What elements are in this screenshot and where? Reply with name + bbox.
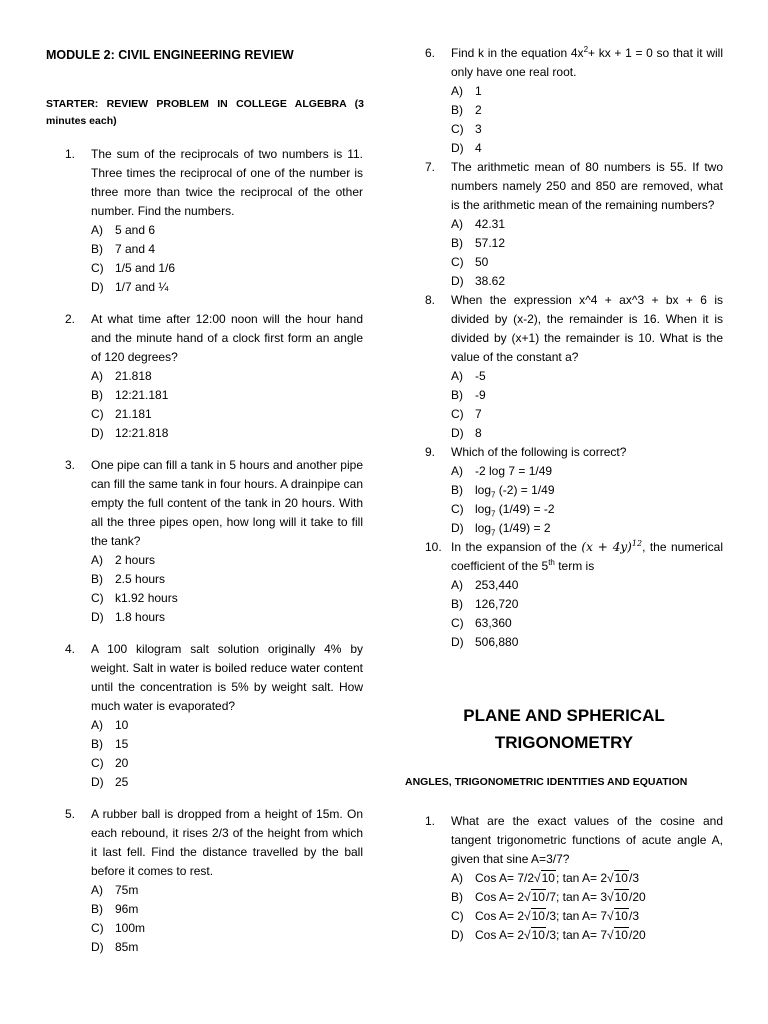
answer-options: [451, 462, 723, 538]
radicand: 10: [531, 909, 545, 923]
radicand: 10: [614, 928, 628, 942]
radicand: 10: [614, 871, 628, 885]
question-number: 10.: [425, 540, 442, 554]
option-a: [451, 869, 723, 888]
option-letter: D): [451, 521, 464, 535]
question-text: The arithmetic mean of 80 numbers is 55. If two numbers namely 250 and 850 are removed, what is the arithmetic mean of the remaining numbers?: [451, 160, 723, 212]
option-letter: B): [451, 890, 463, 904]
question-text: [451, 44, 723, 82]
option-text: 10: [115, 718, 129, 732]
exponent: 2: [583, 45, 589, 54]
option-b: [451, 481, 723, 500]
question-number: 9.: [425, 445, 436, 459]
option-letter: C): [451, 909, 464, 923]
question-text-part: term is: [554, 559, 595, 573]
option-letter: A): [451, 464, 463, 478]
question-5: [65, 805, 363, 957]
option-b: [91, 735, 363, 754]
answer-options: [91, 881, 363, 957]
section-title: PLANE AND SPHERICAL TRIGONOMETRY: [463, 706, 665, 752]
option-text: 2.5 hours: [115, 572, 166, 586]
option-text: -9: [475, 388, 486, 402]
option-text: 25: [115, 775, 129, 789]
option-letter: A): [451, 217, 463, 231]
option-c: [91, 754, 363, 773]
option-text: log: [475, 502, 492, 516]
option-text: 57.12: [475, 236, 506, 250]
question-number: 7.: [425, 160, 436, 174]
option-letter: D): [451, 426, 464, 440]
option-letter: A): [451, 369, 463, 383]
option-text: Cos A= 2√: [475, 909, 531, 923]
option-letter: C): [451, 255, 464, 269]
option-text: /20: [628, 890, 646, 904]
option-c: [451, 907, 723, 926]
option-text: /3; tan A= 7√: [545, 909, 614, 923]
option-c: [451, 500, 723, 519]
question-text: At what time after 12:00 noon will the hour hand and the minute hand of a clock first form an angle of 120 degrees?: [91, 312, 363, 364]
answer-options: [91, 367, 363, 443]
option-text: Cos A= 2√: [475, 928, 531, 942]
option-c: [91, 259, 363, 278]
option-text: /3: [628, 909, 639, 923]
question-7: [425, 158, 723, 291]
question-3: [65, 456, 363, 627]
question-number: 5.: [65, 807, 76, 821]
radicand: 10: [614, 890, 628, 904]
option-c: [91, 589, 363, 608]
subsection-title: ANGLES, TRIGONOMETRIC IDENTITIES AND EQUATION: [405, 776, 688, 788]
option-b: [451, 234, 723, 253]
option-b: [451, 888, 723, 907]
log-base: 7: [491, 490, 496, 500]
option-d: [91, 608, 363, 627]
radicand: 10: [541, 871, 555, 885]
option-letter: B): [91, 388, 103, 402]
radicand: 10: [531, 928, 545, 942]
option-letter: D): [451, 928, 464, 942]
option-letter: D): [91, 775, 104, 789]
option-d: [451, 139, 723, 158]
option-a: [91, 881, 363, 900]
option-text: -5: [475, 369, 486, 383]
answer-options: [91, 221, 363, 297]
option-c: [91, 405, 363, 424]
exponent: 12: [631, 539, 643, 548]
option-letter: B): [91, 572, 103, 586]
option-d: [91, 773, 363, 792]
trig-question-1: [425, 812, 723, 945]
option-text: 21.181: [115, 407, 152, 421]
option-a: [91, 221, 363, 240]
option-text: /3; tan A= 7√: [545, 928, 614, 942]
option-c: [451, 614, 723, 633]
radicand: 10: [531, 890, 545, 904]
option-text: /20: [628, 928, 646, 942]
option-letter: C): [91, 407, 104, 421]
option-letter: B): [91, 902, 103, 916]
question-text-part: , the numerical coefficient of the 5: [451, 540, 724, 573]
option-text: 96m: [115, 902, 139, 916]
log-base: 7: [491, 528, 496, 538]
answer-options: [91, 716, 363, 792]
answer-options: [451, 215, 723, 291]
option-c: [451, 253, 723, 272]
answer-options: [451, 576, 723, 652]
option-letter: D): [451, 274, 464, 288]
option-text: 5 and 6: [115, 223, 156, 237]
question-6: [425, 44, 723, 158]
option-text: 7 and 4: [115, 242, 156, 256]
option-b: [451, 386, 723, 405]
option-text: 3: [475, 122, 482, 136]
option-text: 1/5 and 1/6: [115, 261, 176, 275]
option-c: [451, 405, 723, 424]
option-d: [91, 938, 363, 957]
question-text-part: Find k in the equation 4x: [451, 46, 584, 60]
log-base: 7: [491, 509, 496, 519]
option-letter: A): [451, 871, 463, 885]
option-letter: C): [451, 407, 464, 421]
option-letter: C): [91, 261, 104, 275]
question-text: Which of the following is correct?: [451, 445, 627, 459]
starter-heading: STARTER: REVIEW PROBLEM IN COLLEGE ALGEBRA (3 minutes each): [46, 98, 364, 127]
option-text: -2 log 7 = 1/49: [475, 464, 553, 478]
option-text: 85m: [115, 940, 139, 954]
option-d: [451, 633, 723, 652]
option-d: [91, 424, 363, 443]
option-b: [451, 101, 723, 120]
option-letter: D): [451, 635, 464, 649]
option-a: [91, 551, 363, 570]
option-letter: A): [91, 223, 103, 237]
option-letter: D): [91, 426, 104, 440]
option-text: 8: [475, 426, 482, 440]
option-letter: B): [451, 483, 463, 497]
option-text: /7; tan A= 3√: [545, 890, 614, 904]
option-d: [91, 278, 363, 297]
option-a: [91, 716, 363, 735]
option-letter: C): [91, 756, 104, 770]
option-a: [451, 462, 723, 481]
option-letter: D): [91, 940, 104, 954]
question-1: [65, 145, 363, 297]
option-text: 38.62: [475, 274, 506, 288]
option-text: (1/49) = -2: [495, 502, 555, 516]
option-letter: B): [451, 388, 463, 402]
option-letter: D): [91, 610, 104, 624]
option-letter: A): [91, 718, 103, 732]
option-text: Cos A= 7/2√: [475, 871, 541, 885]
option-d: [451, 272, 723, 291]
option-text: log: [475, 521, 492, 535]
question-9: [425, 443, 723, 538]
option-a: [451, 367, 723, 386]
question-number: 2.: [65, 312, 76, 326]
option-text: (-2) = 1/49: [495, 483, 555, 497]
question-4: [65, 640, 363, 792]
option-b: [91, 386, 363, 405]
option-c: [91, 919, 363, 938]
option-text: 7: [475, 407, 482, 421]
question-text: A rubber ball is dropped from a height of 15m. On each rebound, it rises 2/3 of the height from which it last fell. Find the distance travelled by the ball before it comes to rest.: [91, 807, 363, 878]
question-number: 6.: [425, 46, 436, 60]
question-number: 8.: [425, 293, 436, 307]
option-letter: B): [451, 236, 463, 250]
option-text: 100m: [115, 921, 146, 935]
option-text: 75m: [115, 883, 139, 897]
question-number: 3.: [65, 458, 76, 472]
option-a: [91, 367, 363, 386]
option-letter: B): [91, 737, 103, 751]
math-expression: (x + 4y): [581, 540, 632, 554]
option-letter: A): [91, 883, 103, 897]
option-text: 12:21.181: [115, 388, 169, 402]
option-text: Cos A= 2√: [475, 890, 531, 904]
answer-options: [451, 869, 723, 945]
question-text-part: + kx + 1 = 0 so that it will only have one real root.: [451, 46, 723, 79]
page-title: MODULE 2: CIVIL ENGINEERING REVIEW: [46, 48, 294, 62]
question-text: The sum of the reciprocals of two numbers is 11. Three times the reciprocal of one of the number is three more than twice the reciprocal of the other number. Find the numbers.: [91, 147, 363, 218]
question-text-part: In the expansion of the: [451, 540, 577, 554]
question-2: [65, 310, 363, 443]
option-b: [91, 570, 363, 589]
option-text: 2 hours: [115, 553, 156, 567]
option-text: 50: [475, 255, 489, 269]
question-number: 1.: [425, 814, 436, 828]
question-text: What are the exact values of the cosine and tangent trigonometric functions of acute angle A, given that sine A=3/7?: [451, 814, 723, 866]
option-text: 1: [475, 84, 482, 98]
question-8: [425, 291, 723, 443]
option-text: 15: [115, 737, 129, 751]
option-letter: C): [91, 921, 104, 935]
question-text: [451, 538, 723, 576]
answer-options: [91, 551, 363, 627]
option-letter: B): [451, 597, 463, 611]
option-a: [451, 82, 723, 101]
option-text: 506,880: [475, 635, 519, 649]
option-letter: C): [451, 616, 464, 630]
option-letter: D): [451, 141, 464, 155]
question-text: A 100 kilogram salt solution originally 4% by weight. Salt in water is boiled reduce water content until the concentration is 5% by weight salt. How much water is evaporated?: [91, 642, 363, 713]
option-d: [451, 519, 723, 538]
option-text: 12:21.818: [115, 426, 169, 440]
option-text: 21.818: [115, 369, 152, 383]
option-a: [451, 576, 723, 595]
question-text: One pipe can fill a tank in 5 hours and another pipe can fill the same tank in four hours. A drainpipe can empty the full content of the tank in 20 hours. With all the three pipes open, how long will it take to fill the tank?: [91, 458, 363, 548]
option-letter: C): [451, 502, 464, 516]
option-text: 126,720: [475, 597, 519, 611]
option-text: 20: [115, 756, 129, 770]
option-letter: A): [91, 553, 103, 567]
option-text: 4: [475, 141, 482, 155]
option-letter: C): [451, 122, 464, 136]
answer-options: [451, 82, 723, 158]
option-text: 42.31: [475, 217, 506, 231]
radicand: 10: [614, 909, 628, 923]
option-d: [451, 926, 723, 945]
option-a: [451, 215, 723, 234]
option-letter: A): [451, 578, 463, 592]
option-b: [91, 900, 363, 919]
option-text: k1.92 hours: [115, 591, 178, 605]
option-text: /3: [628, 871, 639, 885]
question-number: 4.: [65, 642, 76, 656]
option-letter: A): [451, 84, 463, 98]
question-10: [425, 538, 723, 652]
right-column: [425, 44, 723, 652]
option-text: 1/7 and ¼: [115, 280, 169, 294]
option-letter: B): [451, 103, 463, 117]
option-text: 63,360: [475, 616, 512, 630]
option-text: log: [475, 483, 492, 497]
option-text: 253,440: [475, 578, 519, 592]
left-column: [65, 145, 363, 970]
option-d: [451, 424, 723, 443]
option-letter: D): [91, 280, 104, 294]
answer-options: [451, 367, 723, 443]
option-letter: C): [91, 591, 104, 605]
question-number: 1.: [65, 147, 76, 161]
option-text: 2: [475, 103, 482, 117]
ordinal-suffix: th: [548, 558, 555, 567]
option-c: [451, 120, 723, 139]
option-letter: B): [91, 242, 103, 256]
option-text: (1/49) = 2: [495, 521, 551, 535]
option-text: 1.8 hours: [115, 610, 166, 624]
option-letter: A): [91, 369, 103, 383]
option-text: ; tan A= 2√: [555, 871, 614, 885]
option-b: [91, 240, 363, 259]
question-text: When the expression x^4 + ax^3 + bx + 6 is divided by (x-2), the remainder is 16. When it is divided by (x+1) the remainder is 10. What is the value of the constant a?: [451, 293, 723, 364]
trig-questions: [425, 812, 723, 958]
option-b: [451, 595, 723, 614]
